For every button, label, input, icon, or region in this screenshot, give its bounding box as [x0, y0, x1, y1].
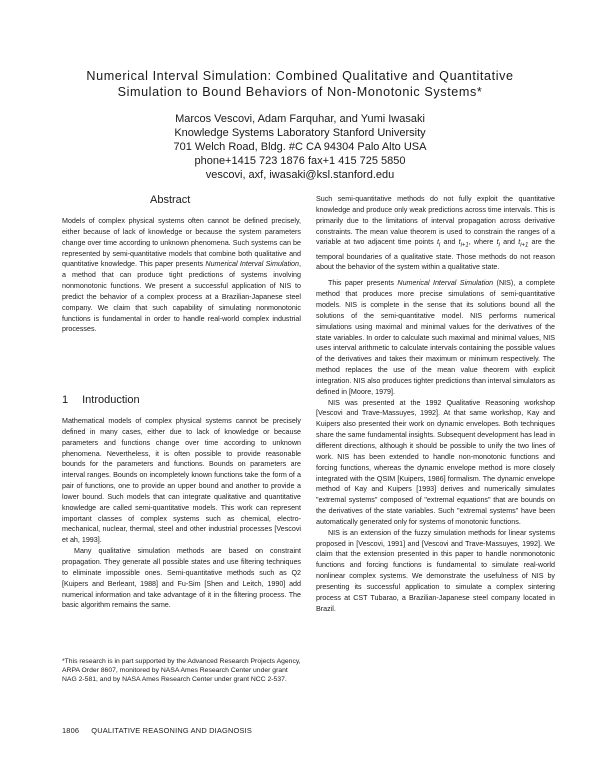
intro-paragraph-2: Many qualitative simulation methods are based on constraint propagation. They generate all possible states and use filtering techniques to eliminate impossible ones. Semi-quantitative methods such as Q2 [Kuipers and Berleant, 1988] and Fu-Sim [Shen and Leitch, 1990] add numerical information and take advantage of it in the filtering process. The basic algorithm remains the same.: [62, 547, 301, 610]
ti1-symbol: t: [458, 238, 461, 247]
intro-paragraph-1: Mathematical models of complex physical systems cannot be precisely defined in many cases, either due to lack of knowledge or because parameters and functions change over time according to unknown phenomena. Nevertheless, it is often possible to provide reasonable bounds for the parameters and functions. Bounds on parameters are interval ranges. Bounds on incompletely known functions take the form of a pair of functions, one to provide an upper bound and another to provide a lower bound. Such models that can integrate qualitative and quantitative knowledge are called semi-quantitative models. This work can represent important classes of complex systems such as chemical, electro-mechanical, nuclear, thermal, steel and other industrial processes [Vescovi et ah, 1993].: [62, 417, 301, 545]
ti-symbol: t: [436, 238, 439, 247]
abstract-emphasis: Numerical Interval Simulation: [205, 260, 299, 269]
footnote: *This research is in part supported by the Advanced Research Projects Agency, ARPA Order 8607, monitored by NASA Ames Research Center under grant NAG 2-581, and by NASA Ames Research Center under grant NCC 2-537.: [62, 658, 301, 684]
page-footer: [62, 726, 252, 735]
section-title: Introduction: [82, 394, 140, 406]
rp1-text-c: , where: [468, 238, 497, 247]
ti-subscript-2: i: [498, 242, 500, 249]
author-affiliation: Knowledge Systems Laboratory Stanford University: [174, 127, 426, 139]
right-paragraph-4: NIS is an extension of the fuzzy simulation methods for linear systems proposed in [Vescovi, 1991] and [Vescovi and Trave-Massuyes, 1992]. We claim that the extension presented in this paper to handle nonmonotonic functions and forcing functions is fundamental to simulate real-world nonlinear complex systems. We demonstrate the usefulness of NIS by presenting its successful application to simulate a complex sintering process at CST Tubarao, a Brazilian-Japanese steel company located in Brazil.: [316, 528, 555, 613]
title-line-2: Simulation to Bound Behaviors of Non-Monotonic Systems*: [117, 85, 483, 99]
ti1-subscript: i+1: [460, 242, 469, 249]
author-phone: phone+1415 723 1876 fax+1 415 725 5850: [194, 155, 406, 167]
abstract-text-b: , a method that can produce tight predictions of systems involving nonmonotonic functions. We present a successful application of NIS to predict the behavior of a complex process at a Brazilian-Japanese steel company. We claim that such capability of simulating nonmonotonic functions is fundamental in order to handle real-world complex industrial processes.: [62, 260, 301, 334]
abstract-body: [62, 216, 301, 335]
author-address: 701 Welch Road, Bldg. #C CA 94304 Palo Alto USA: [173, 141, 427, 153]
right-paragraph-2: [316, 278, 555, 397]
abstract-paragraph: [62, 216, 301, 335]
right-paragraph-3: NIS was presented at the 1992 Qualitative Reasoning workshop [Vescovi and Trave-Massuyes, 1992]. At that same workshop, Kay and Kuipers also presented their work on dynamic envelopes. Both techniques share the same fundamental insights. Subsequent development has lead in different directions, although it should be possible to unify the two lines of work. NIS has been extended to handle non-monotonic functions and forcing functions, whereas the dynamic envelope method is more closely integrated with the QSIM [Kuipers, 1986] formalism. The dynamic envelope method of Kay and Kuipers [1993] derives and numerically simulates "extremal systems" composed of "extremal equations" that are bounds on the derivatives of the state variables. Such "extremal systems" have been automatically generated only for systems of monotonic functions.: [316, 398, 555, 526]
right-column-body: [316, 194, 555, 614]
author-block: [40, 112, 560, 182]
running-footer: QUALITATIVE REASONING AND DIAGNOSIS: [91, 726, 252, 735]
introduction-body: [62, 416, 301, 611]
rp2-text-a: This paper presents: [328, 279, 398, 288]
author-names: Marcos Vescovi, Adam Farquhar, and Yumi Iwasaki: [175, 113, 425, 125]
rp1-text-d: and: [499, 238, 519, 247]
title-line-1: Numerical Interval Simulation: Combined Qualitative and Quantitative: [86, 69, 514, 83]
abstract-heading: Abstract: [150, 194, 191, 206]
time-point-ti1: [458, 238, 469, 249]
rp1-text-a: Such semi-quantitative methods do not fully exploit the quantitative knowledge and produce only weak predictions across time intervals. This is primarily due to the limitations of interval propagation across derivative constraints. The mean value theorem is used to constrain the ranges of a variable at two adjacent time points: [316, 195, 555, 247]
ti-subscript: i: [438, 242, 441, 249]
author-email: vescovi, axf, iwasaki@ksl.stanford.edu: [205, 169, 395, 181]
rp1-text-b: and: [440, 238, 459, 247]
rp1-text-e: are the temporal boundaries of a qualitative state. Those methods do not reason about the behavior of the system within a qualitative state.: [316, 238, 555, 272]
section-heading-introduction: [62, 394, 140, 406]
right-paragraph-1: [316, 194, 555, 273]
page-number: 1806: [62, 726, 80, 735]
paper-title: [40, 68, 560, 100]
section-number: 1: [62, 394, 69, 406]
time-point-ti1-2: [518, 238, 529, 249]
rp2-emphasis: Numerical Interval Simulation: [397, 279, 494, 288]
ti1-subscript-2: i+1: [520, 242, 529, 249]
rp2-text-b: (NIS), a complete method that produces more precise simulations of semi-quantitative models. NIS is complete in the sense that its solutions bound all the solutions of the semi-quantitative model. NIS performs numerical simulations using maximal and minimal values for the derivatives of the state variables. In order to calculate such maximal and minimal values, NIS uses interval arithmetic to calculate intervals containing the possible values of the derivatives and takes their maximum or minimum respectively. The method replaces the use of the mean value theorem with explicit integration. NIS also produces tighter predictions than interval simulators as defined in [Moore, 1979].: [316, 279, 555, 396]
ti1-symbol-2: t: [518, 238, 521, 247]
abstract-text-a: Models of complex physical systems often cannot be defined precisely, either because of lack of knowledge or because the system parameters change over time according to unknown phenomena. Such systems can be represented by semi-quantitative models that combine both qualitative and quantitative knowledge. This paper presents: [62, 217, 301, 269]
ti-symbol-2: t: [496, 238, 499, 247]
